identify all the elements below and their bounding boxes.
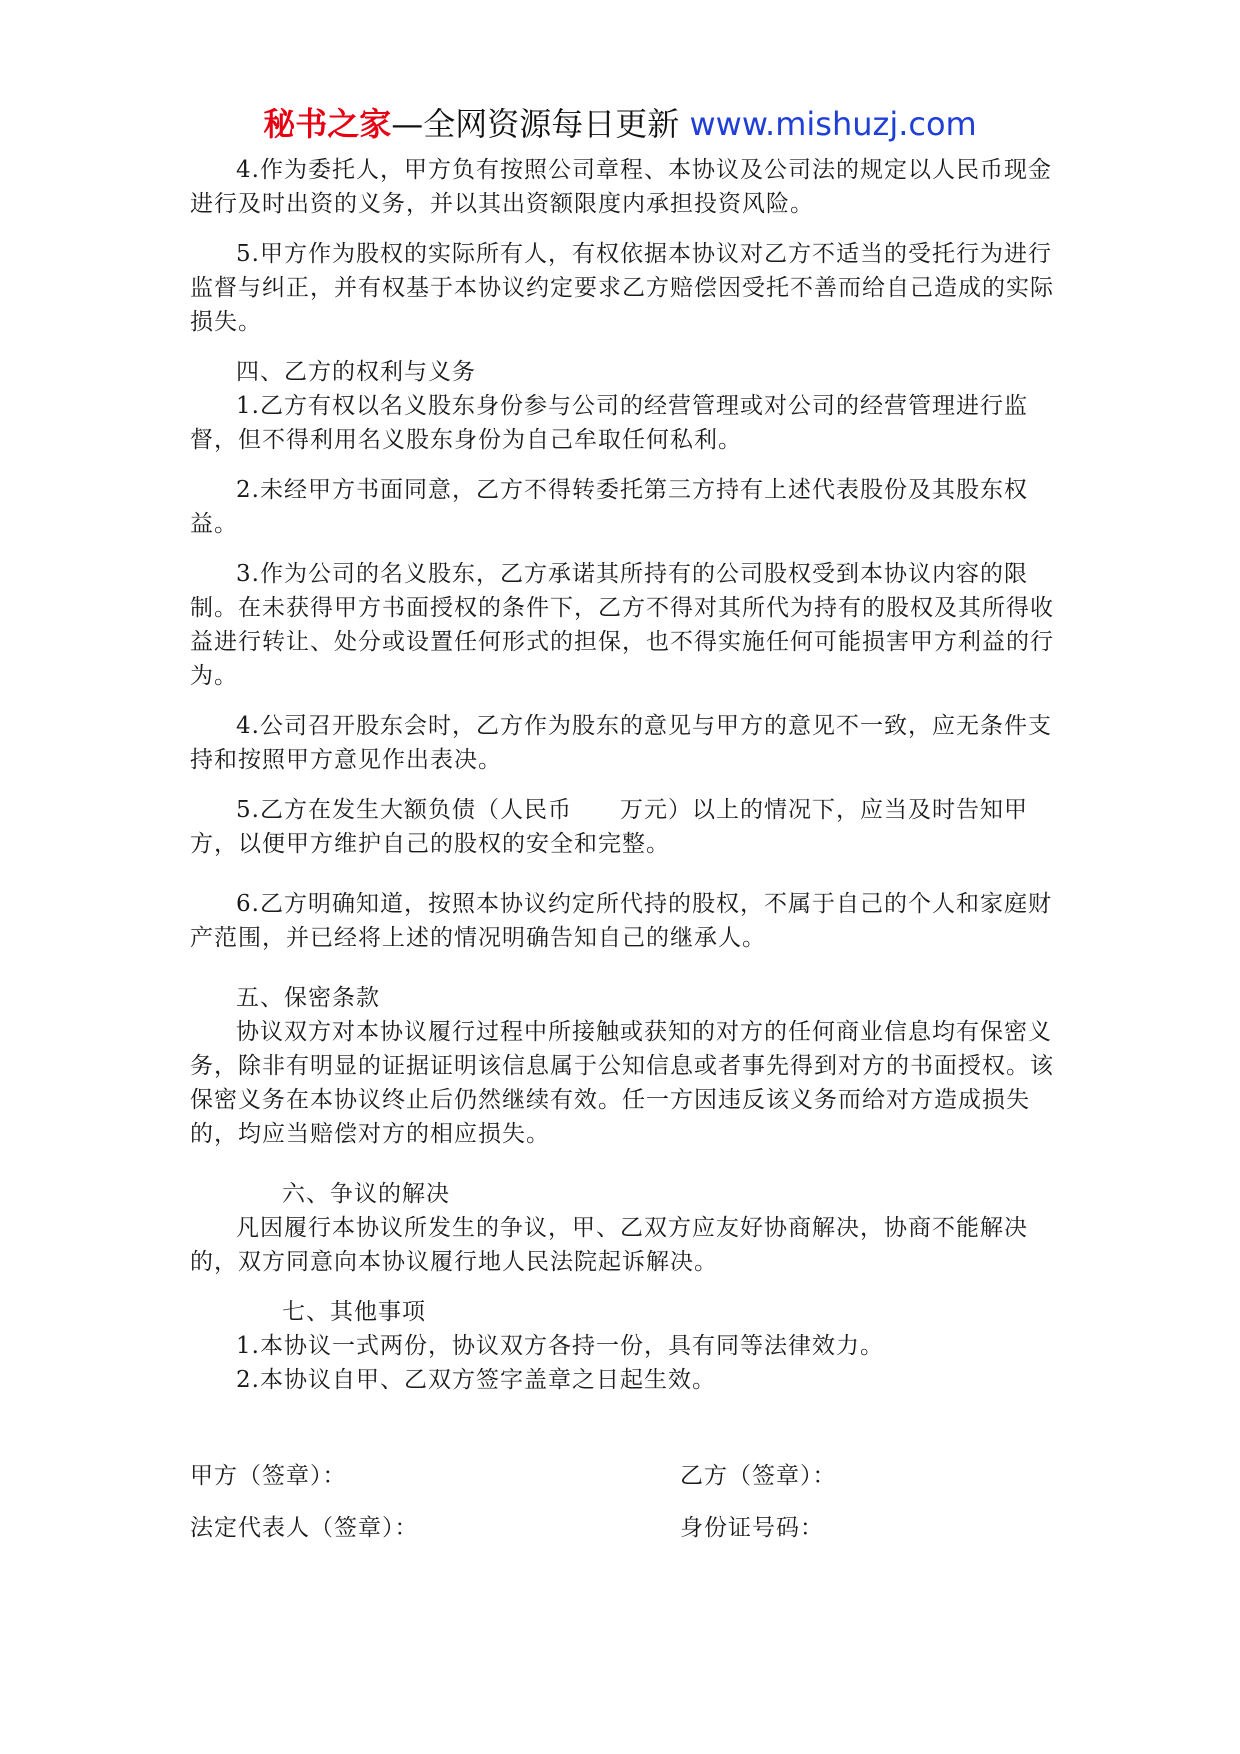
paragraph-a4: 4.作为委托人，甲方负有按照公司章程、本协议及公司法的规定以人民币现金进行及时出资的义务，并以其出资额限度内承担投资风险。 xyxy=(190,157,1052,217)
section-heading-7: 七、其他事项 xyxy=(282,1299,426,1325)
id-number-label: 身份证号码： xyxy=(680,1515,824,1541)
watermark-header xyxy=(0,102,1240,146)
signature-row-2 xyxy=(190,1511,1060,1563)
header-website: www.mishuzj.com xyxy=(689,105,977,143)
paragraph-confidentiality: 协议双方对本协议履行过程中所接触或获知的对方的任何商业信息均有保密义务，除非有明显的证据证明该信息属于公知信息或者事先得到对方的书面授权。该保密义务在本协议终止后仍然继续有效。任一方因违反该义务而给对方造成损失的，均应当赔偿对方的相应损失。 xyxy=(190,1019,1054,1147)
paragraph-c1: 1.本协议一式两份，协议双方各持一份，具有同等法律效力。 xyxy=(236,1333,884,1359)
paragraph-b2: 2.未经甲方书面同意，乙方不得转委托第三方持有上述代表股份及其股东权益。 xyxy=(190,477,1028,537)
party-a-signature-label: 甲方（签章）： xyxy=(190,1463,347,1489)
paragraph-dispute: 凡因履行本协议所发生的争议，甲、乙双方应友好协商解决，协商不能解决的，双方同意向本协议履行地人民法院起诉解决。 xyxy=(190,1215,1028,1275)
paragraph-b6: 6.乙方明确知道，按照本协议约定所代持的股权，不属于自己的个人和家庭财产范围，并已经将上述的情况明确告知自己的继承人。 xyxy=(190,891,1052,951)
paragraph-c2: 2.本协议自甲、乙双方签字盖章之日起生效。 xyxy=(236,1367,716,1393)
paragraph-b1: 1.乙方有权以名义股东身份参与公司的经营管理或对公司的经营管理进行监督，但不得利用名义股东身份为自己牟取任何私利。 xyxy=(190,393,1028,453)
brand-name: 秘书之家 xyxy=(263,105,392,143)
section-heading-6: 六、争议的解决 xyxy=(282,1181,450,1207)
party-b-signature-label: 乙方（签章）： xyxy=(680,1463,837,1489)
signature-row-1 xyxy=(190,1459,1060,1511)
legal-rep-signature-label: 法定代表人（签章）： xyxy=(190,1515,419,1541)
section-heading-5: 五、保密条款 xyxy=(236,985,380,1011)
header-slogan: —全网资源每日更新 xyxy=(391,105,680,143)
paragraph-b4: 4.公司召开股东会时，乙方作为股东的意见与甲方的意见不一致，应无条件支持和按照甲方意见作出表决。 xyxy=(190,713,1052,773)
paragraph-a5: 5.甲方作为股权的实际所有人，有权依据本协议对乙方不适当的受托行为进行监督与纠正，并有权基于本协议约定要求乙方赔偿因受托不善而给自己造成的实际损失。 xyxy=(190,241,1054,335)
paragraph-b3: 3.作为公司的名义股东，乙方承诺其所持有的公司股权受到本协议内容的限制。在未获得甲方书面授权的条件下，乙方不得对其所代为持有的股权及其所得收益进行转让、处分或设置任何形式的担保，也不得实施任何可能损害甲方利益的行为。 xyxy=(190,561,1054,689)
section-heading-4: 四、乙方的权利与义务 xyxy=(236,359,476,385)
paragraph-b5: 5.乙方在发生大额负债（人民币 万元）以上的情况下，应当及时告知甲方，以便甲方维护自己的股权的安全和完整。 xyxy=(190,797,1028,857)
document-body xyxy=(190,153,1060,1563)
